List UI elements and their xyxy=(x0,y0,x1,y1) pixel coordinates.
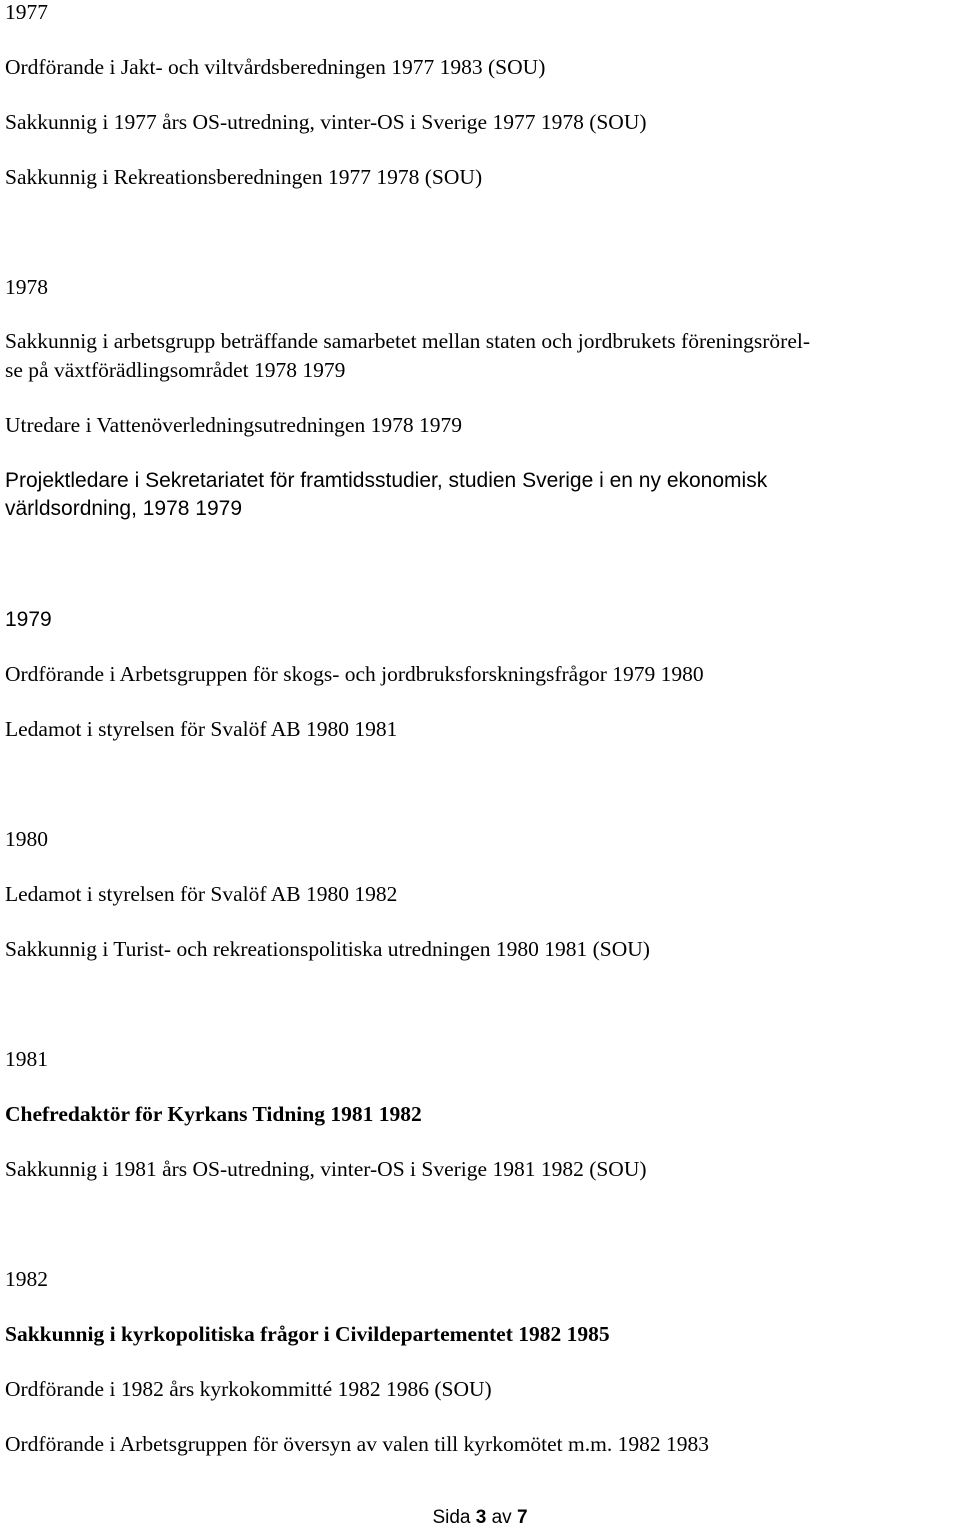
entry-1977-3: Sakkunnig i Rekreationsberedningen 1977 1978 (SOU) xyxy=(5,165,483,189)
year-heading-1978: 1978 xyxy=(5,275,48,299)
entry-1978-1-line-2: se på växtförädlingsområdet 1978 1979 xyxy=(5,358,346,382)
entry-1979-1: Ordförande i Arbetsgruppen för skogs- och jordbruksforskningsfrågor 1979 1980 xyxy=(5,662,704,686)
entry-1978-3-line-2: världsordning, 1978 1979 xyxy=(5,497,243,520)
entry-1982-2: Ordförande i 1982 års kyrkokommitté 1982 1986 (SOU) xyxy=(5,1377,492,1401)
footer-total-pages: 7 xyxy=(516,1507,528,1528)
page-footer xyxy=(0,1508,960,1527)
year-heading-1979: 1979 xyxy=(5,608,52,631)
year-heading-1977: 1977 xyxy=(5,0,48,24)
footer-prefix: Sida xyxy=(432,1507,471,1528)
entry-1979-2: Ledamot i styrelsen för Svalöf AB 1980 1981 xyxy=(5,717,398,741)
footer-middle: av xyxy=(491,1507,512,1528)
entry-1978-1-line-1: Sakkunnig i arbetsgrupp beträffande samarbetet mellan staten och jordbrukets föreningsrörel- xyxy=(5,329,810,353)
entry-1981-2: Sakkunnig i 1981 års OS-utredning, vinter-OS i Sverige 1981 1982 (SOU) xyxy=(5,1157,647,1181)
entry-1982-1: Sakkunnig i kyrkopolitiska frågor i Civildepartementet 1982 1985 xyxy=(5,1322,610,1346)
entry-1977-2: Sakkunnig i 1977 års OS-utredning, vinter-OS i Sverige 1977 1978 (SOU) xyxy=(5,110,647,134)
footer-page-number: 3 xyxy=(475,1507,487,1528)
entry-1980-2: Sakkunnig i Turist- och rekreationspolitiska utredningen 1980 1981 (SOU) xyxy=(5,937,650,961)
year-heading-1982: 1982 xyxy=(5,1267,48,1291)
entry-1982-3: Ordförande i Arbetsgruppen för översyn av valen till kyrkomötet m.m. 1982 1983 xyxy=(5,1432,709,1456)
year-heading-1980: 1980 xyxy=(5,827,48,851)
entry-1981-1: Chefredaktör för Kyrkans Tidning 1981 1982 xyxy=(5,1102,422,1126)
entry-1978-2: Utredare i Vattenöverledningsutredningen 1978 1979 xyxy=(5,413,462,437)
entry-1978-3-line-1: Projektledare i Sekretariatet för framtidsstudier, studien Sverige i en ny ekonomisk xyxy=(5,469,768,492)
year-heading-1981: 1981 xyxy=(5,1047,48,1071)
entry-1977-1: Ordförande i Jakt- och viltvårdsberedningen 1977 1983 (SOU) xyxy=(5,55,546,79)
entry-1980-1: Ledamot i styrelsen för Svalöf AB 1980 1982 xyxy=(5,882,398,906)
